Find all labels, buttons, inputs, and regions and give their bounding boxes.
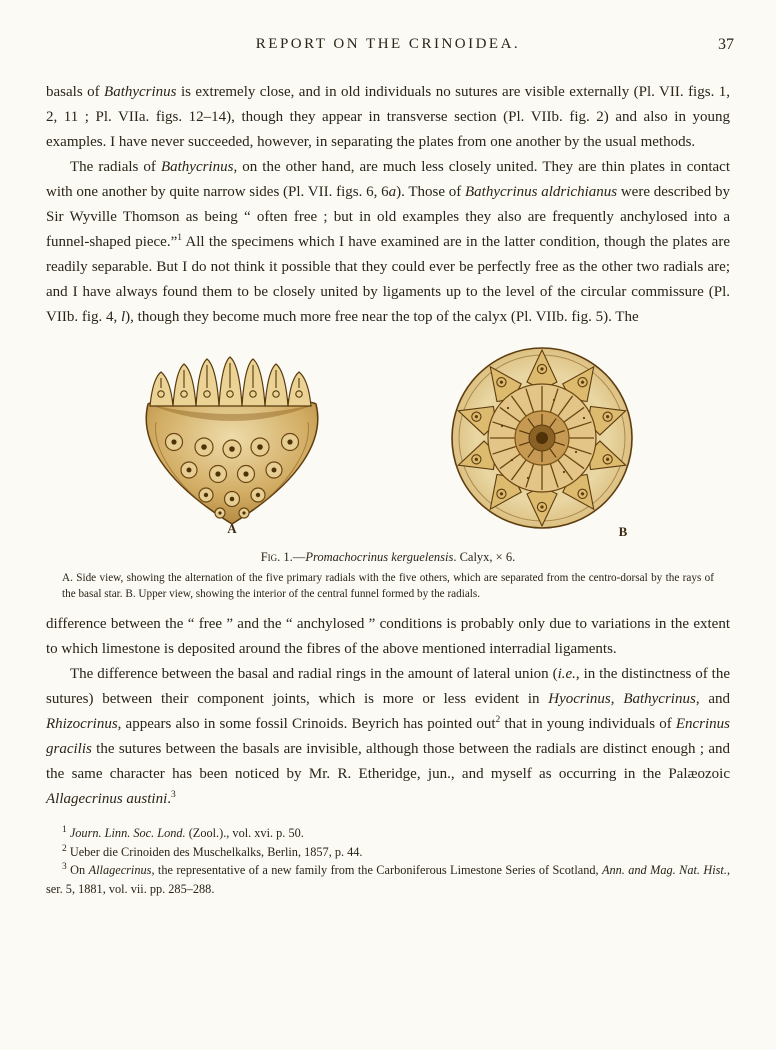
paragraph-3: difference between the “ free ” and the “ anchylosed ” conditions is probably only due to variations in the extent to which limestone is deposited around the fibres of the above mentioned interradial ligaments. [46, 616, 730, 657]
figure-caption: Fig. 1.—Promachocrinus kerguelensis. Calyx, × 6. [260, 550, 516, 564]
page-header [46, 36, 734, 58]
footnote-3: $^3$ On Allagecrinus, the representative of a new family from the Carboniferous Limestone Series of Scotland, Ann. and Mag. Nat. Hist., ser. 5, 1881, vol. vii. pp. 285–288. [46, 861, 731, 896]
running-head: REPORT ON THE CRINOIDEA. [255, 36, 521, 52]
figure-images [46, 346, 730, 542]
figure-subcaption: A. Side view, showing the alternation of the five primary radials with the five others, which are separated from the centro-dorsal by the rays of the basal star. B. Upper view, showing the interior of the central funnel formed by the radials. [62, 572, 714, 600]
figure-b-label: B [618, 524, 627, 539]
paragraph-1: basals of Bathycrinus is extremely close, and in old individuals no sutures are visible externally (Pl. VII. figs. 1, 2, 11 ; Pl. VIIa. figs. 12–14), though they appear in transverse section (Pl. VIIb. fig. 2) and also in young examples. I have never succeeded, however, in separating the plates from one another by the usual methods. [46, 84, 730, 150]
footnote-1: $^1$ Journ. Linn. Soc. Lond. (Zool.)., vol. xvi. p. 50. [62, 824, 304, 840]
figure-a-illustration [132, 352, 332, 536]
figure-block [46, 346, 730, 602]
paragraph-2: The radials of Bathycrinus, on the other hand, are much less closely united. They are thin plates in contact with one another by quite narrow sides (Pl. VII. figs. 6, 6a). Those of Bathycrinus aldrichianus were described by Sir Wyville Thomson as being “ often free ; but in old examples they also are frequently anchylosed into a funnel-shaped piece.”$^1$ All the specimens which I have examined are in the latter condition, though the plates are readily separable. But I do not think it possible that they could ever be perfectly free as the other two radials are; and I have always found them to be closely united by ligaments up to the level of the circular commissure (Pl. VIIb. fig. 4, l), though they become much more free near the top of the calyx (Pl. VIIb. fig. 5). The [46, 159, 730, 325]
paragraph-4: The difference between the basal and radial rings in the amount of lateral union (i.e., in the distinctness of the sutures) between their component joints, which is more or less evident in Hyocrinus, Bathycrinus, and Rhizocrinus, appears also in some fossil Crinoids. Beyrich has pointed out$^2$ that in young individuals of Encrinus gracilis the sutures between the basals are invisible, although those between the radials are distinct enough ; and the same character has been noticed by Mr. R. Etheridge, jun., and myself as occurring in the Palæozoic Allagecrinus austini.$^3$ [46, 666, 731, 807]
figure-b-illustration [440, 346, 645, 542]
footnote-2: $^2$ Ueber die Crinoiden des Muschelkalks, Berlin, 1857, p. 44. [62, 843, 363, 859]
page-number: 37 [718, 36, 734, 53]
footnotes [46, 824, 730, 898]
figure-a-label: A [226, 521, 237, 536]
